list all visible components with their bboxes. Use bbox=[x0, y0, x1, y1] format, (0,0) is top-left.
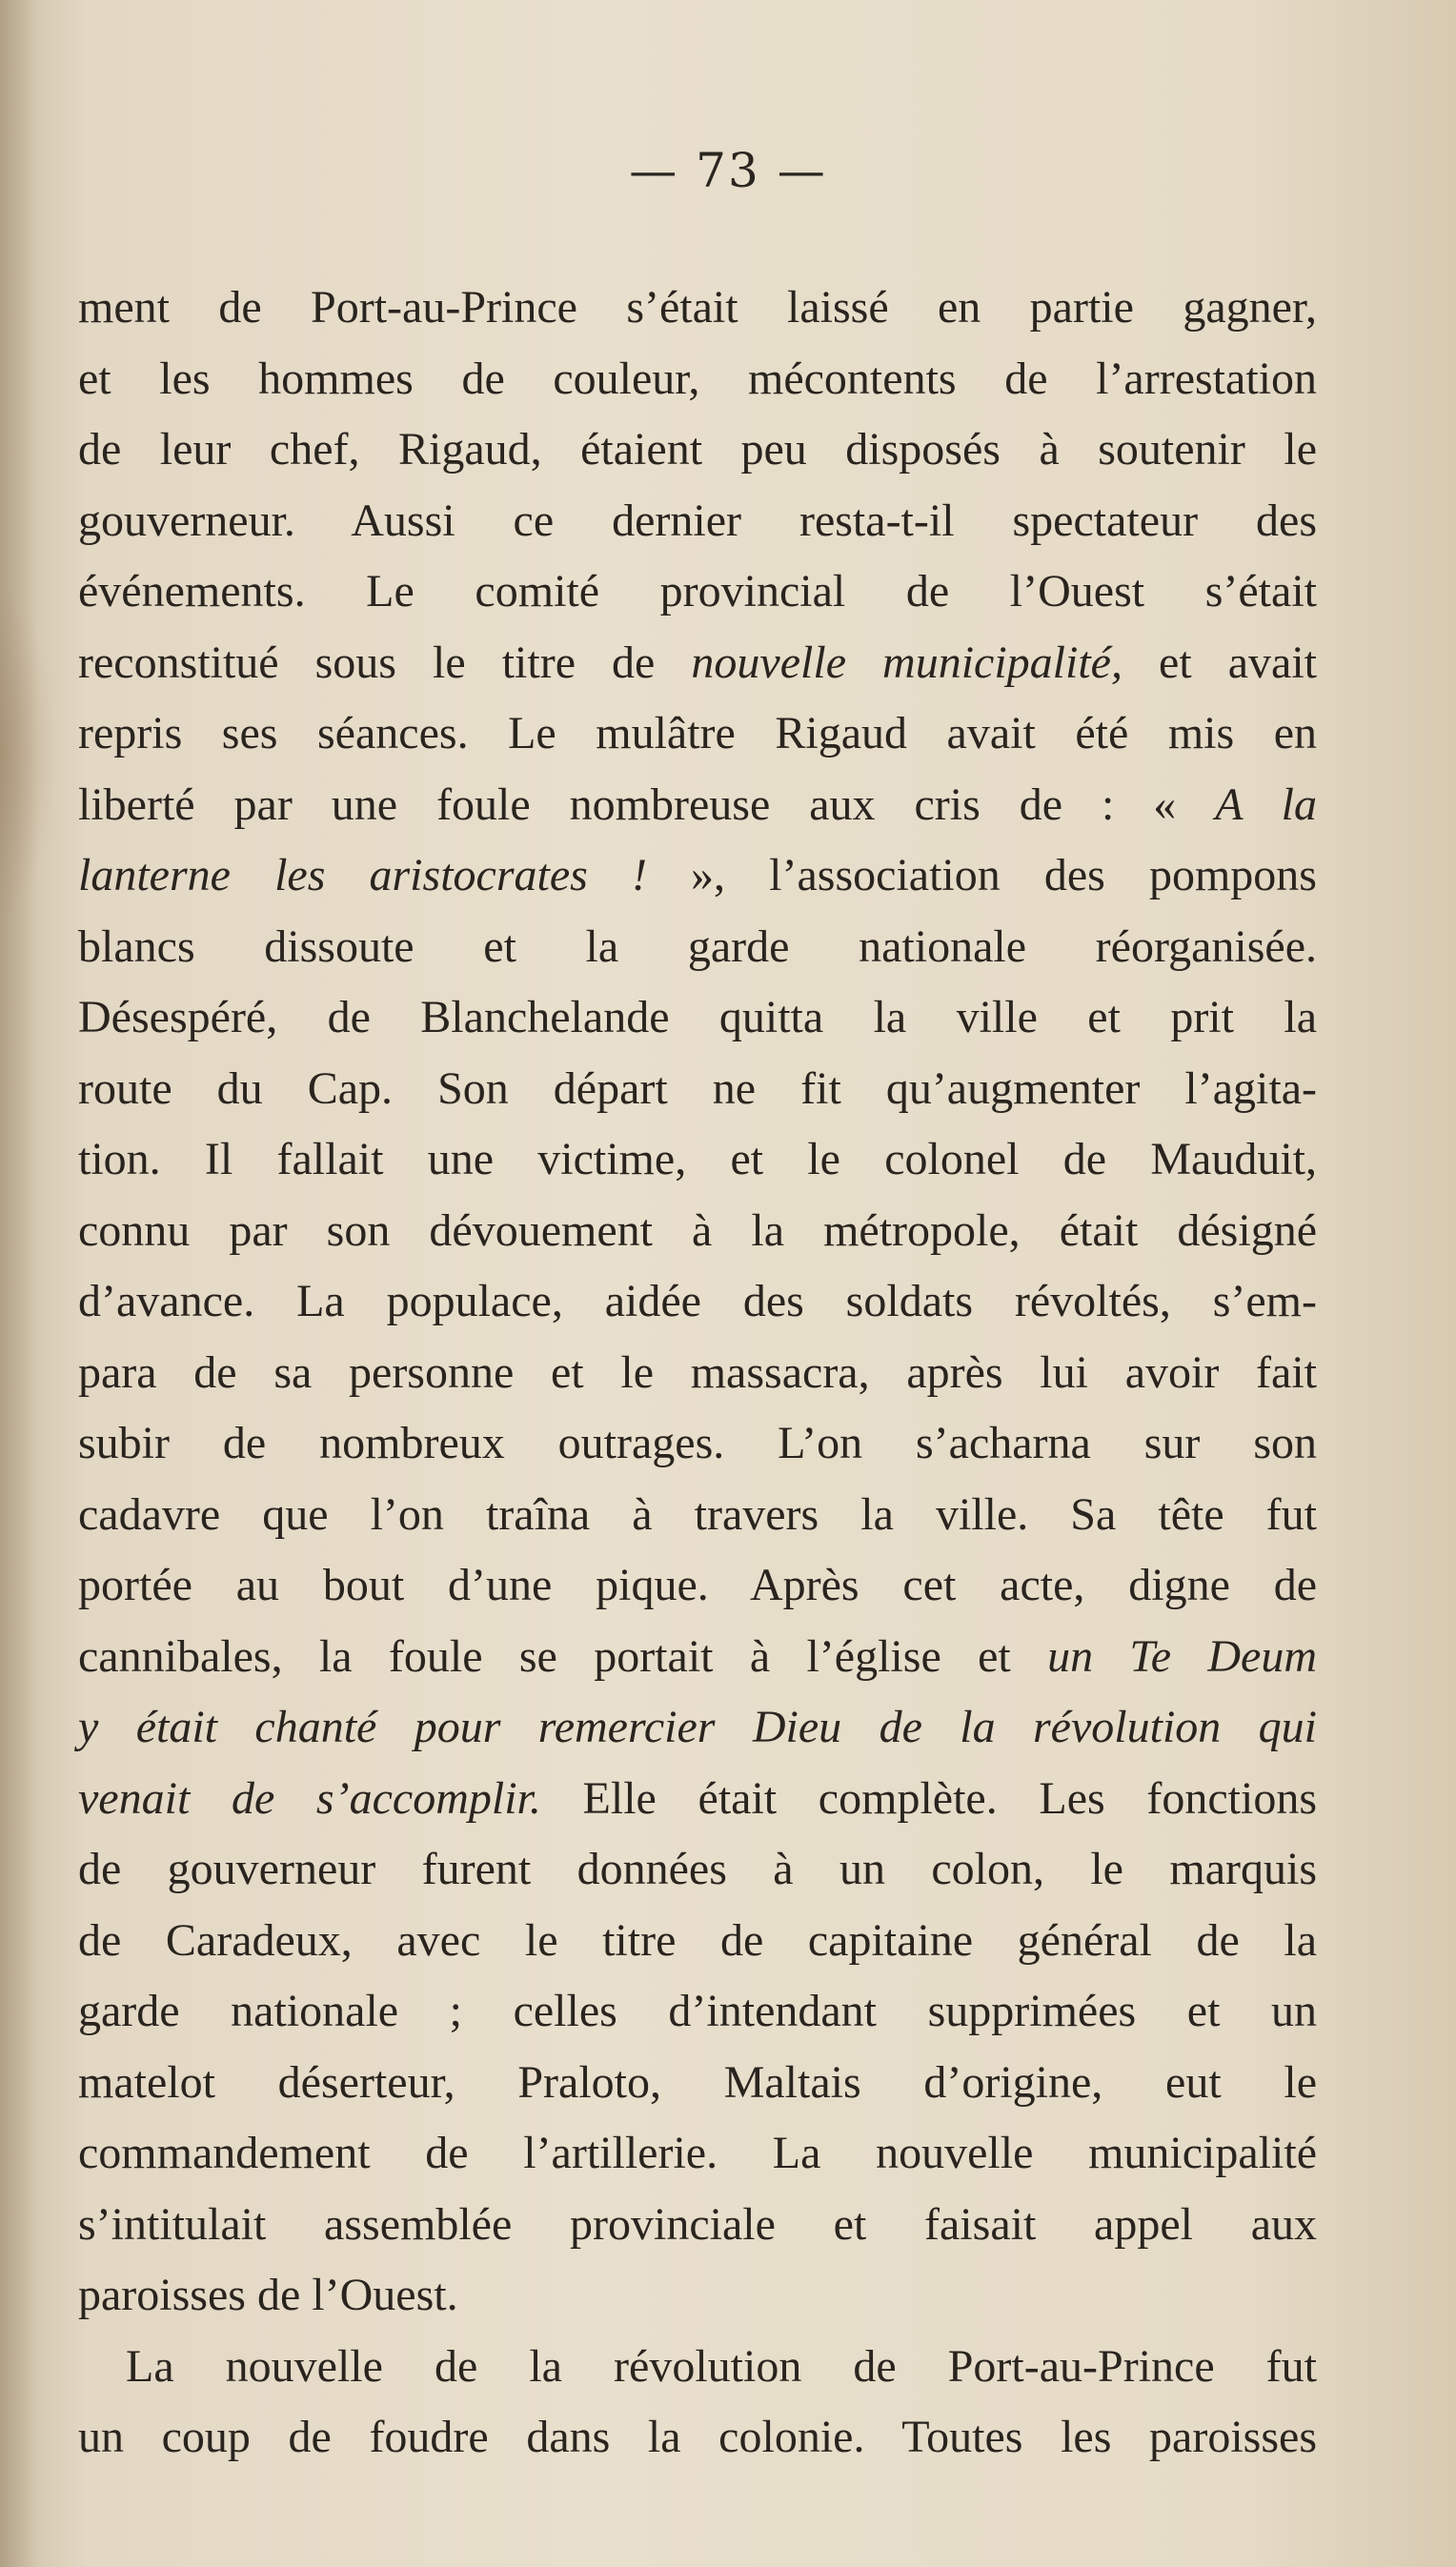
text-segment: commandement de l’artillerie. La nouvelle municipalité bbox=[78, 2128, 1317, 2178]
text-segment: reconstitué sous le titre de bbox=[78, 637, 692, 688]
text-line bbox=[78, 1622, 1317, 1693]
text-line bbox=[78, 1196, 1317, 1267]
text-segment: para de sa personne et le massacra, après lui avoir fait bbox=[78, 1346, 1317, 1398]
text-line bbox=[78, 1834, 1317, 1906]
text-segment: d’avance. La populace, aidée des soldats révoltés, s’em- bbox=[78, 1276, 1317, 1326]
text-segment: La nouvelle de la révolution de Port-au-Prince fut bbox=[126, 2340, 1317, 2392]
text-segment: tion. Il fallait une victime, et le colonel de Mauduit, bbox=[78, 1134, 1317, 1184]
text-line bbox=[78, 770, 1317, 841]
text-line bbox=[78, 912, 1317, 983]
text-segment: s’intitulait assemblée provinciale et faisait appel aux bbox=[78, 2198, 1317, 2250]
text-segment: cadavre que l’on traîna à travers la ville. Sa tête fut bbox=[78, 1488, 1317, 1540]
text-line bbox=[78, 982, 1317, 1054]
text-line bbox=[78, 486, 1317, 557]
text-line bbox=[78, 840, 1317, 912]
body-text bbox=[78, 273, 1317, 2474]
page-number: — 73 — bbox=[629, 143, 827, 198]
text-line bbox=[78, 556, 1317, 628]
italic-text-segment: un Te Deum bbox=[1047, 1630, 1318, 1682]
text-line bbox=[78, 2190, 1317, 2261]
text-line bbox=[78, 1764, 1317, 1835]
text-line bbox=[78, 1266, 1317, 1338]
text-segment: », l’association des pompons bbox=[646, 850, 1317, 900]
italic-text-segment: nouvelle municipalité, bbox=[691, 637, 1122, 688]
text-segment: route du Cap. Son départ ne fit qu’augmenter l’agita- bbox=[78, 1062, 1317, 1114]
text-segment: événements. Le comité provincial de l’Ouest s’était bbox=[78, 566, 1317, 616]
italic-text-segment: lanterne les aristocrates ! bbox=[78, 850, 647, 900]
text-segment: de gouverneur furent données à un colon, le marquis bbox=[78, 1844, 1317, 1894]
text-segment: et avait bbox=[1122, 637, 1318, 688]
text-line bbox=[78, 1480, 1317, 1551]
text-line bbox=[78, 1692, 1317, 1764]
text-line bbox=[78, 1338, 1317, 1409]
text-segment: repris ses séances. Le mulâtre Rigaud avait été mis en bbox=[78, 708, 1317, 758]
text-segment: un coup de foudre dans la colonie. Toutes les paroisses bbox=[78, 2412, 1317, 2462]
text-segment: matelot déserteur, Praloto, Maltais d’origine, eut le bbox=[78, 2056, 1317, 2108]
text-line bbox=[78, 2118, 1317, 2190]
binding-shadow bbox=[0, 0, 38, 2567]
text-segment: de Caradeux, avec le titre de capitaine général de la bbox=[78, 1914, 1317, 1966]
text-line bbox=[78, 273, 1317, 344]
text-line bbox=[78, 1124, 1317, 1196]
text-segment: garde nationale ; celles d’intendant supprimées et un bbox=[78, 1986, 1317, 2036]
text-line bbox=[78, 698, 1317, 770]
text-line bbox=[78, 1976, 1317, 2048]
text-line bbox=[78, 2332, 1317, 2403]
text-line bbox=[78, 1054, 1317, 1125]
text-segment: cannibales, la foule se portait à l’église et bbox=[78, 1630, 1048, 1682]
text-segment: connu par son dévouement à la métropole, était désigné bbox=[78, 1204, 1317, 1256]
text-line bbox=[78, 2260, 1317, 2332]
italic-text-segment: A la bbox=[1215, 778, 1317, 830]
italic-text-segment: venait de s’accomplir. bbox=[78, 1772, 541, 1824]
paper-stain bbox=[0, 591, 57, 915]
text-line bbox=[78, 2402, 1317, 2474]
text-line bbox=[78, 1906, 1317, 1977]
text-line bbox=[78, 1550, 1317, 1622]
text-line bbox=[78, 344, 1317, 415]
text-segment: subir de nombreux outrages. L’on s’acharna sur son bbox=[78, 1418, 1317, 1468]
text-segment: et les hommes de couleur, mécontents de l’arrestation bbox=[78, 353, 1317, 404]
text-line bbox=[78, 414, 1317, 486]
text-segment: portée au bout d’une pique. Après cet acte, digne de bbox=[78, 1560, 1317, 1610]
text-segment: paroisses de l’Ouest. bbox=[78, 2270, 458, 2320]
text-segment: blancs dissoute et la garde nationale réorganisée. bbox=[78, 920, 1317, 972]
text-segment: Désespéré, de Blanchelande quitta la ville et prit la bbox=[78, 992, 1317, 1042]
text-line bbox=[78, 2048, 1317, 2119]
text-segment: gouverneur. Aussi ce dernier resta-t-il spectateur des bbox=[78, 495, 1317, 546]
text-segment: de leur chef, Rigaud, étaient peu disposés à soutenir le bbox=[78, 424, 1317, 475]
text-line bbox=[78, 1408, 1317, 1480]
text-segment: ment de Port-au-Prince s’était laissé en partie gagner, bbox=[78, 282, 1317, 333]
italic-text-segment: y était chanté pour remercier Dieu de la révolution qui bbox=[78, 1702, 1317, 1752]
text-segment: Elle était complète. Les fonctions bbox=[540, 1772, 1317, 1824]
text-segment: liberté par une foule nombreuse aux cris de : « bbox=[78, 778, 1216, 830]
text-line bbox=[78, 628, 1317, 699]
